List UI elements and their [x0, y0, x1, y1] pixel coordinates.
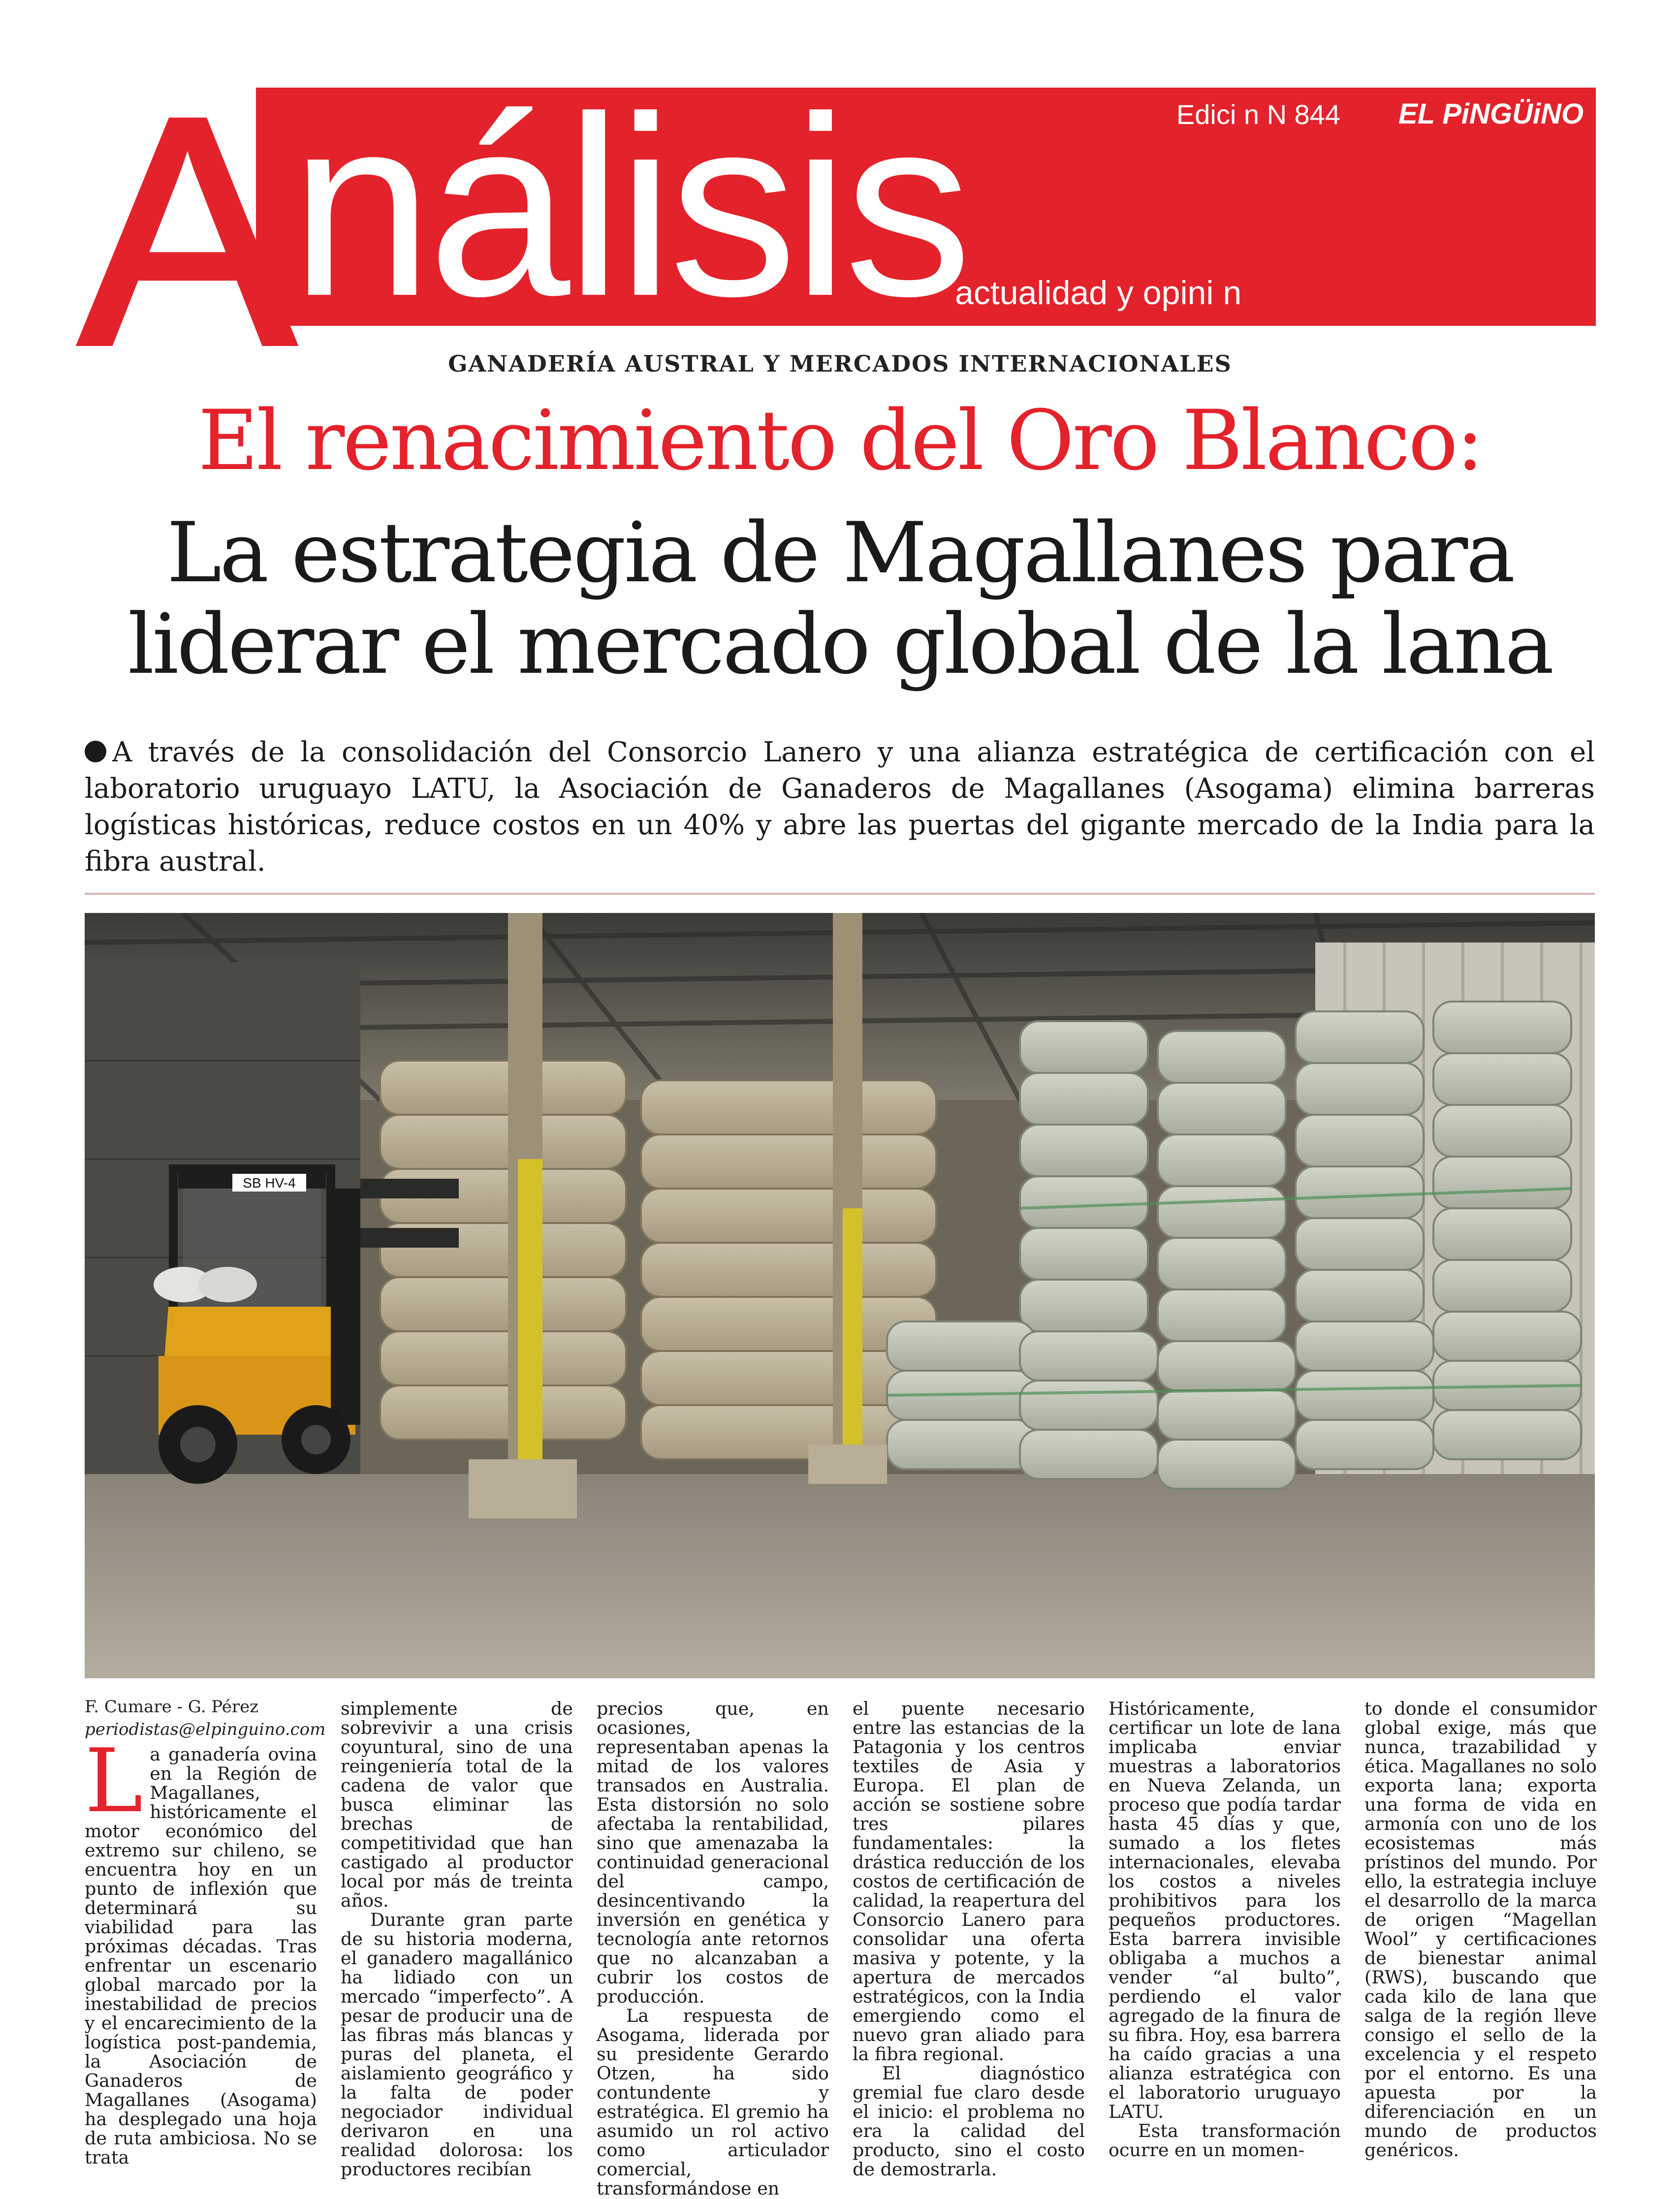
body-column-6: [1364, 1699, 1597, 2160]
drop-cap: L: [85, 1730, 143, 1832]
paragraph: Históricamente, certificar un lote de lana implicaba enviar muestras a laboratorios en Nueva Zelanda, un proceso que podía tardar hasta 45 días y que, sumado a los fletes internacionales, elevaba los costos a niveles prohibitivos para los pequeños productores. Esta barrera invisible obligaba a muchos a vender “al bulto”, perdiendo el valor agregado de la finura de su fibra. Hoy, esa barrera ha caído gracias a una alianza estratégica con el laboratorio uruguayo LATU.: [1109, 1698, 1341, 2122]
body-column-2: [341, 1699, 573, 2179]
headline-line-1: El renacimiento del Oro Blanco:: [198, 392, 1482, 489]
byline-authors: F. Cumare - G. Pérez: [85, 1697, 259, 1717]
paragraph: Durante gran parte de su historia moderna, el ganadero magallánico ha lidiado con un mercado “imperfecto”. A pesar de producir una de las fibras más blancas y puras del planeta, el aislamiento geográfico y la falta de poder negociador individual derivaron en una realidad dolorosa: los productores recibían: [341, 1909, 573, 2180]
masthead-initial: A: [79, 50, 296, 412]
article-summary: [85, 734, 1595, 880]
paragraph: a ganadería ovina en la Región de Magallanes, históricamente el motor económico del extremo sur chileno, se encuentra hoy en un punto de inflexión que determinará su viabilidad para las próximas décadas. Tras enfrentar un escenario global marcado por la inestabilidad de precios y el encarecimiento de la logística post-pandemia, la Asociación de Ganaderos de Magallanes (Asogama) ha desplegado una hoja de ruta ambiciosa. No se trata: [85, 1744, 317, 2168]
paragraph: to donde el consumidor global exige, más que nunca, trazabilidad y ética. Magallanes no solo exporta lana; exporta una forma de vida en armonía con uno de los ecosistemas más prístinos del mundo. Por ello, la estrategia incluye el desarrollo de la marca de origen “Magellan Wool” y certificaciones de bienestar animal (RWS), buscando que cada kilo de lana que salga de la región lleve consigo el sello de la excelencia y el respeto por el entorno. Es una apuesta por la diferenciación en un mundo de productos genéricos.: [1364, 1698, 1597, 2161]
paragraph: La respuesta de Asogama, liderada por su presidente Gerardo Otzen, ha sido contundente y estratégica. El gremio ha asumido un rol activo como articulador comercial, transformándose en: [597, 2005, 829, 2199]
warehouse-illustration: [85, 913, 1595, 1678]
edition-number: Edici n N 844: [1176, 99, 1340, 130]
body-column-4: [853, 1699, 1085, 2179]
body-column-3: [597, 1699, 829, 2198]
newspaper-logo: EL PiNGÜiNO: [1398, 98, 1584, 130]
paragraph: el puente necesario entre las estancias de la Patagonia y los centros textiles de Asia y Europa. El plan de acción se sostiene sobre tres pilares fundamentales: la drástica reducción de los costos de certificación de calidad, la reapertura del Consorcio Lanero para consolidar una oferta masiva y potente, y la apertura de mercados estratégicos, con la India emergiendo como el nuevo gran aliado para la fibra regional.: [853, 1698, 1085, 2065]
paragraph: precios que, en ocasiones, representaban apenas la mitad de los valores transados en Australia. Esta distorsión no solo afectaba la rentabilidad, sino que amenazaba la continuidad generacional del campo, desincentivando la inversión en genética y tecnología ante retornos que no alcanzaban a cubrir los costos de producción.: [597, 1698, 829, 2007]
bullet-icon: [85, 741, 106, 762]
body-column-5: [1109, 1699, 1341, 2160]
paragraph: simplemente de sobrevivir a una crisis coyuntural, sino de una reingeniería total de la cadena de valor que busca eliminar las brechas de competitividad que han castigado al productor local por más de treinta años.: [341, 1698, 573, 1911]
article-photo: [85, 913, 1595, 1678]
section-tagline: actualidad y opini n: [955, 274, 1242, 312]
forklift-plate: SB HV-4: [243, 1175, 296, 1191]
headline-line-2: La estrategia de Magallanes para: [166, 504, 1514, 601]
byline-email[interactable]: periodistas@elpinguino.com: [85, 1720, 326, 1739]
divider: [85, 893, 1595, 895]
summary-text: A través de la consolidación del Consorcio Lanero y una alianza estratégica de certificación con el laboratorio uruguayo LATU, la Asociación de Ganaderos de Magallanes (Asogama) elimina barreras logísticas históricas, reduce costos en un 40% y abre las puertas del gigante mercado de la India para la fibra austral.: [85, 736, 1595, 878]
masthead-title: nálisis: [290, 63, 967, 349]
headline-line-3: liderar el mercado global de la lana: [127, 596, 1553, 692]
paragraph: Esta transformación ocurre en un momen-: [1109, 2120, 1341, 2161]
body-column-1: [85, 1730, 317, 2168]
section-kicker: GANADERÍA AUSTRAL Y MERCADOS INTERNACIONALES: [448, 350, 1232, 377]
paragraph: El diagnóstico gremial fue claro desde el inicio: el problema no era la calidad del producto, sino el costo de demostrarla.: [853, 2063, 1085, 2180]
